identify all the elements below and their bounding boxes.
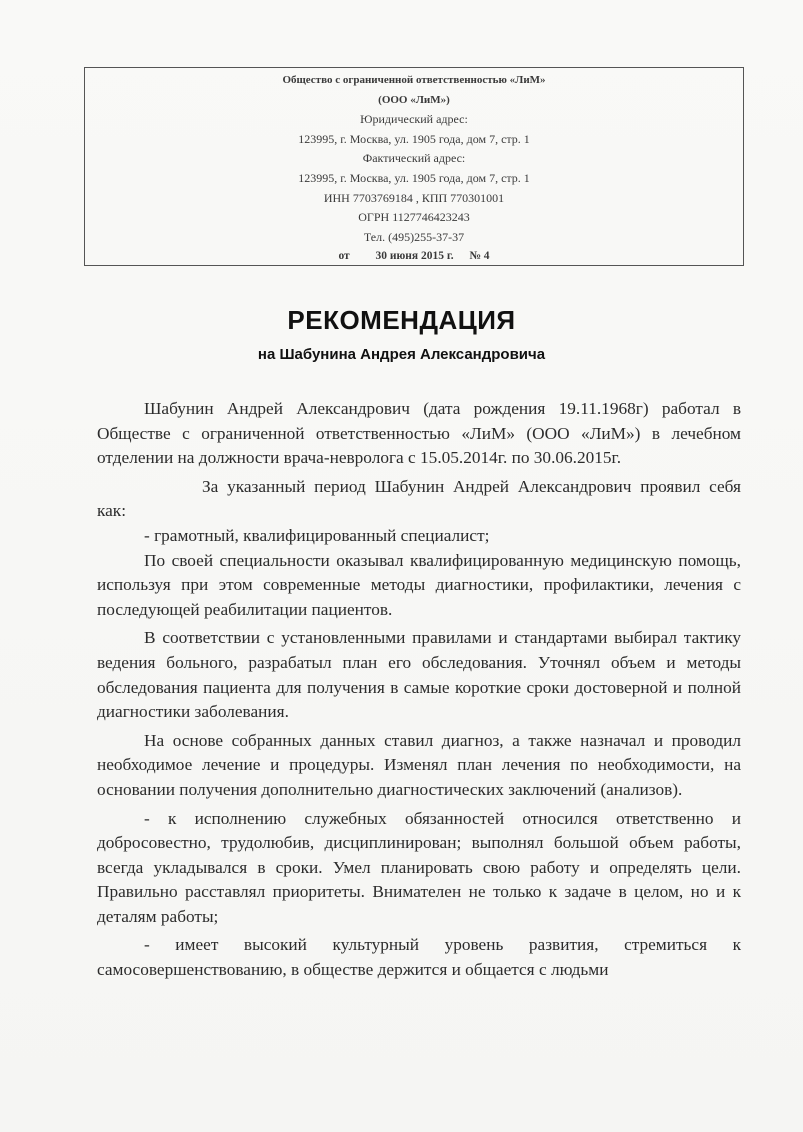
letterhead-box <box>84 67 744 266</box>
paragraph-standards: В соответствии с установленными правилами и стандартами выбирал тактику ведения больного, разрабатыл план его обследования. Уточнял объем и методы обследования пациента для получения в самые короткие сроки достоверной и полной диагностики заболевания. <box>97 628 741 722</box>
actual-address-label: Фактический адрес: <box>362 151 466 166</box>
paragraph-period-intro: За указанный период Шабунин Андрей Александрович проявил себя как: <box>97 476 741 521</box>
legal-address-label: Юридический адрес: <box>360 112 468 127</box>
document-body <box>97 397 741 983</box>
legal-address: 123995, г. Москва, ул. 1905 года, дом 7, стр. 1 <box>298 131 530 146</box>
ogrn: ОГРН 1127746423243 <box>358 210 470 225</box>
inn-kpp: ИНН 7703769184 , КПП 770301001 <box>323 190 505 205</box>
paragraph-qualified: - грамотный, квалифицированный специалист; <box>144 525 490 545</box>
paragraph-specialty: По своей специальности оказывал квалифицированную медицинскую помощь, используя при этом современные методы диагностики, профилактики, лечения с последующей реабилитации пациентов. <box>97 550 741 619</box>
paragraph-duties: - к исполнению служебных обязанностей относился ответственно и добросовестно, трудолюбив, дисциплинирован; выполнял большой объем работы, всегда укладывался в сроки. Умел планировать свою работу и определять цели. Правильно расставлял приоритеты. Внимателен не только к задаче в целом, но и к деталям работы; <box>97 808 741 926</box>
company-full-name: Общество с ограниченной ответственностью «ЛиМ» <box>282 74 546 86</box>
date-prefix: от <box>338 250 350 263</box>
company-short-name: (ООО «ЛиМ») <box>378 93 450 106</box>
paragraph-diagnosis: На основе собранных данных ставил диагноз, а также назначал и проводил необходимое лечение и процедуры. Изменял план лечения по необходимости, на основании получения дополнительно диагностических заключений (анализов). <box>97 730 741 799</box>
phone: Тел. (495)255-37-37 <box>363 229 465 244</box>
document-title: РЕКОМЕНДАЦИЯ <box>287 305 516 335</box>
paragraph-culture: - имеет высокий культурный уровень развития, стремиться к самосовершенствованию, в обществе держится и общается с людьми <box>97 935 741 980</box>
document-number: № 4 <box>469 250 490 263</box>
paragraph-employment: Шабунин Андрей Александрович (дата рождения 19.11.1968г) работал в Обществе с ограниченной ответственностью «ЛиМ» (ООО «ЛиМ») в лечебном отделении на должности врача-невролога с 15.05.2014г. по 30.06.2015г. <box>97 399 741 468</box>
document-date-line <box>85 247 743 267</box>
actual-address: 123995, г. Москва, ул. 1905 года, дом 7, стр. 1 <box>298 170 530 185</box>
document-subtitle: на Шабунина Андрея Александровича <box>257 346 546 363</box>
document-date: 30 июня 2015 г. <box>375 250 454 263</box>
